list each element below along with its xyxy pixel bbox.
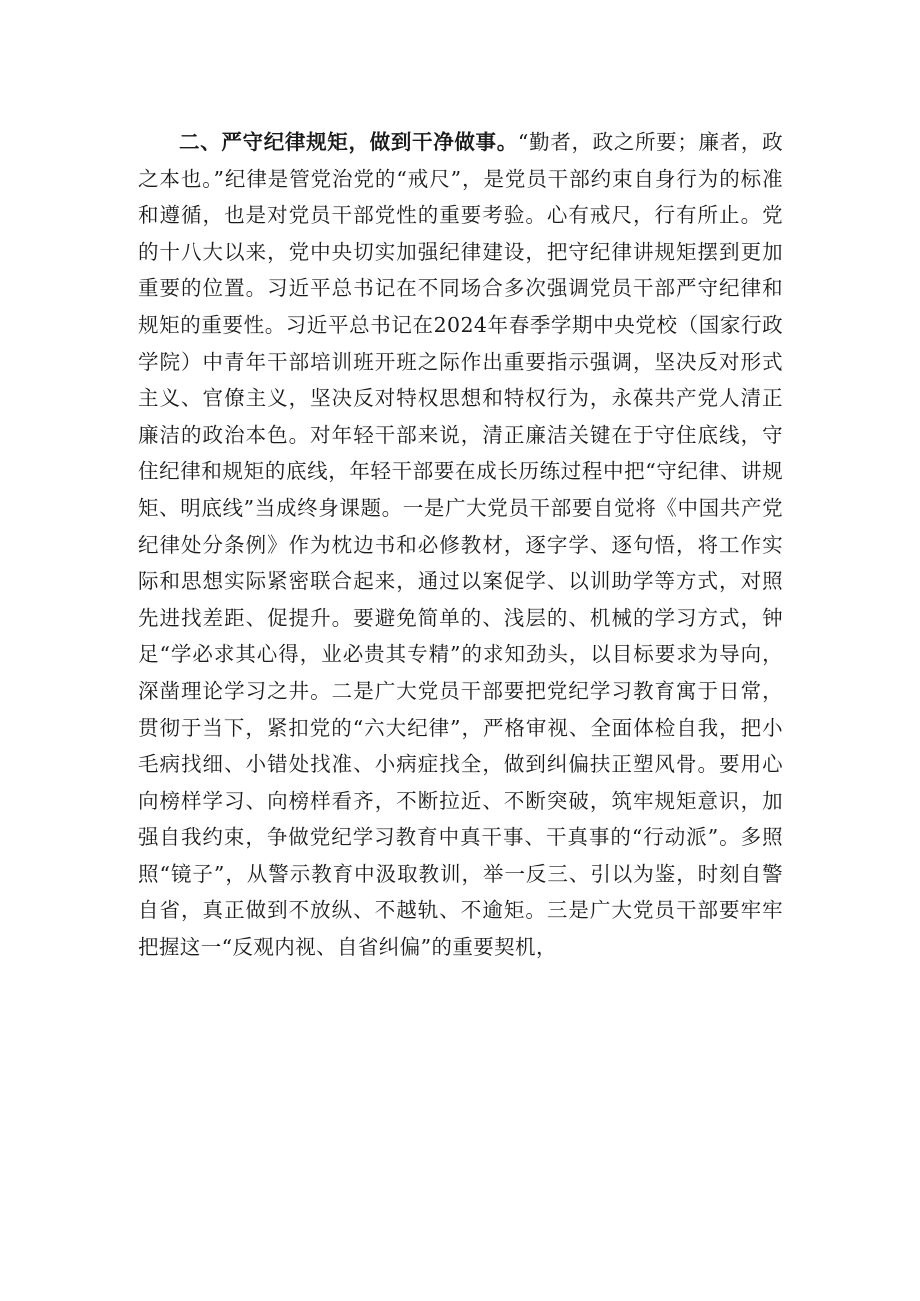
section-heading: 二、严守纪律规矩，做到干净做事。 bbox=[179, 130, 518, 154]
paragraph-text: “勤者，政之所要；廉者，政之本也。”纪律是管党治党的“戒尺”，是党员干部约束自身行为的标准和遵循，也是对党员干部党性的重要考验。心有戒尺，行有所止。党的十八大以来，党中央切实加强纪律建设，把守纪律讲规矩摆到更加重要的位置。习近平总书记在不同场合多次强调党员干部严守纪律和规矩的重要性。习近平总书记在2024年春季学期中央党校（国家行政学院）中青年干部培训班开班之际作出重要指示强调，坚决反对形式主义、官僚主义，坚决反对特权思想和特权行为，永葆共产党人清正廉洁的政治本色。对年轻干部来说，清正廉洁关键在于守住底线，守住纪律和规矩的底线，年轻干部要在成长历练过程中把“守纪律、讲规矩、明底线”当成终身课题。一是广大党员干部要自觉将《中国共产党纪律处分条例》作为枕边书和必修教材，逐字学、逐句悟，将工作实际和思想实际紧密联合起来，通过以案促学、以训助学等方式，对照先进找差距、促提升。要避免简单的、浅层的、机械的学习方式，钟足“学必求其心得，业必贵其专精”的求知劲头，以目标要求为导向，深凿理论学习之井。二是广大党员干部要把党纪学习教育寓于日常，贯彻于当下，紧扣党的“六大纪律”，严格审视、全面体检自我，把小毛病找细、小错处找准、小病症找全，做到纠偏扶正塑风骨。要用心向榜样学习、向榜样看齐，不断拉近、不断突破，筑牢规矩意识，加强自我约束，争做党纪学习教育中真干事、干真事的“行动派”。多照照“镜子”，从警示教育中汲取教训，举一反三、引以为鉴，时刻自警自省，真正做到不放纵、不越轨、不逾矩。三是广大党员干部要牢牢把握这一“反观内视、自省纠偏”的重要契机， bbox=[138, 130, 783, 960]
document-body bbox=[138, 124, 783, 966]
paragraph bbox=[138, 124, 783, 966]
